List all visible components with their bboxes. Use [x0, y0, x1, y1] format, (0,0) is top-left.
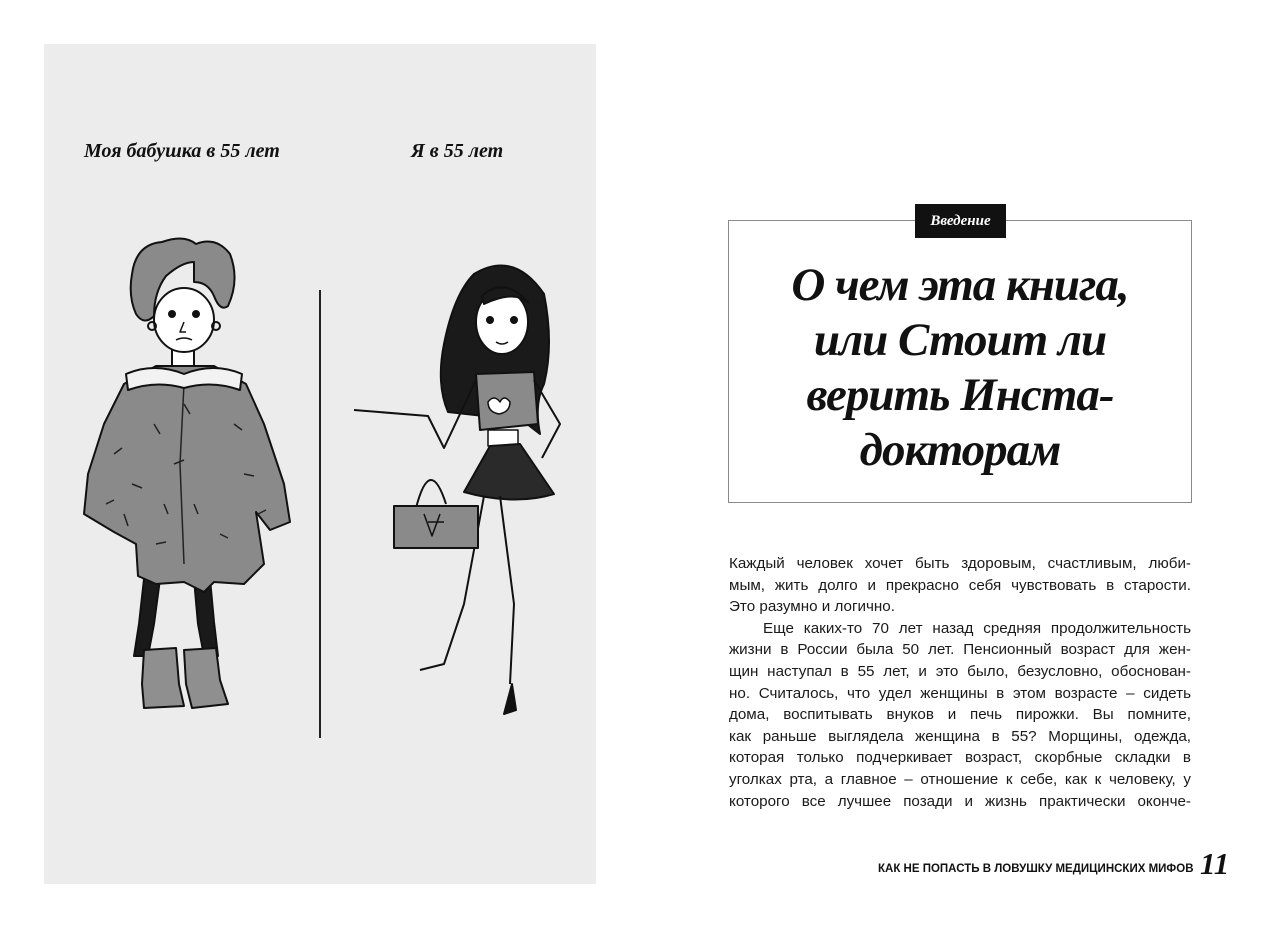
- left-page-illustration-panel: [44, 44, 596, 884]
- body-text: [729, 553, 1191, 812]
- body-line: которая только подчеркивает возраст, скорбные складки в: [729, 749, 1191, 767]
- section-tag: Введение: [915, 204, 1006, 238]
- body-line: Еще каких-то 70 лет назад средняя продолжительность: [763, 619, 1191, 637]
- comparison-illustration: [44, 44, 596, 884]
- grandma-boot-right: [184, 648, 228, 708]
- grandma-face: [154, 288, 214, 352]
- young-woman-figure: [354, 266, 560, 714]
- caption-grandma: Моя бабушка в 55 лет: [84, 140, 280, 162]
- right-page: [640, 0, 1280, 927]
- body-line: дома, воспитывать внуков и печь пирожки. Вы помните,: [729, 706, 1191, 724]
- body-line: как раньше выглядела женщина в 55? Морщины, одежда,: [729, 727, 1191, 745]
- young-woman-skirt: [464, 444, 554, 500]
- grandma-boot-left: [142, 648, 184, 708]
- body-line: щин наступал в 55 лет, и это было, безусловно, обоснован-: [729, 662, 1191, 680]
- body-line: Каждый человек хочет быть здоровым, счастливым, люби-: [729, 555, 1191, 572]
- chapter-title-line: О чем эта книга,: [791, 259, 1129, 311]
- chapter-title-line: докторам: [859, 424, 1061, 476]
- chapter-title: [740, 258, 1180, 478]
- running-footer: КАК НЕ ПОПАСТЬ В ЛОВУШКУ МЕДИЦИНСКИХ МИФОВ: [878, 863, 1194, 875]
- page-number: 11: [1200, 846, 1230, 881]
- grandma-figure: [84, 238, 290, 708]
- body-line: Это разумно и логично.: [729, 598, 895, 616]
- body-line: уголках рта, а главное – отношение к себе, как к человеку, у: [729, 770, 1191, 788]
- chapter-title-line: или Стоит ли: [813, 314, 1107, 366]
- chapter-title-line: верить Инста-: [806, 369, 1114, 421]
- caption-me: Я в 55 лет: [411, 140, 504, 162]
- grandma-coat: [84, 366, 290, 592]
- body-line: но. Считалось, что удел женщины в этом возрасте – сидеть: [729, 684, 1191, 702]
- body-line: жизни в России была 50 лет. Пенсионный возраст для жен-: [729, 641, 1191, 659]
- body-line: мым, жить долго и прекрасно себя чувствовать в старости.: [729, 576, 1191, 594]
- body-line: которого все лучшее позади и жизнь практически оконче-: [729, 792, 1191, 810]
